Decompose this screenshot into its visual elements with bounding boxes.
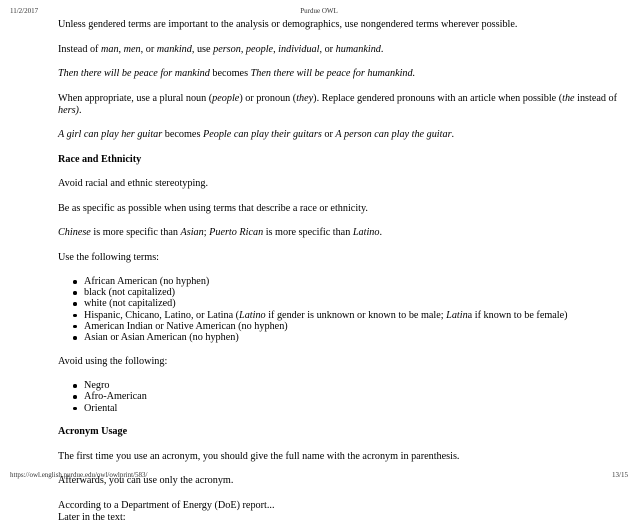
list-item: Negro bbox=[84, 380, 630, 391]
print-footer bbox=[10, 471, 628, 481]
paragraph-use-following: Use the following terms: bbox=[58, 251, 160, 263]
list-item: Hispanic, Chicano, Latino, or Latina (Latino if gender is unknown or known to be male; Latina if known to be female) bbox=[84, 310, 630, 321]
list-preferred-terms bbox=[58, 276, 630, 343]
list-item: Afro-American bbox=[84, 391, 630, 402]
print-page-number: 13/15 bbox=[612, 471, 628, 479]
paragraph-specific-examples: Chinese is more specific than Asian; Puerto Rican is more specific than Latino. bbox=[58, 227, 383, 238]
paragraph-doe-example bbox=[58, 500, 630, 524]
list-item: white (not capitalized) bbox=[84, 298, 630, 309]
paragraph-avoid-stereotyping: Avoid racial and ethnic stereotyping. bbox=[58, 178, 209, 189]
paragraph-acronym-afterwards: Afterwards, you can use only the acronym. bbox=[58, 475, 234, 487]
paragraph-plural-noun: When appropriate, use a plural noun (people) or pronoun (they). Replace gendered pronouns with an article when possible (the instead of hers). bbox=[58, 92, 618, 116]
print-date: 11/2/2017 bbox=[10, 7, 39, 15]
paragraph-be-specific: Be as specific as possible when using terms that describe a race or ethnicity. bbox=[58, 202, 368, 214]
paragraph-example-peace: Then there will be peace for mankind becomes Then there will be peace for humankind. bbox=[58, 68, 416, 79]
list-item: American Indian or Native American (no hyphen) bbox=[84, 321, 630, 332]
doe-example-line: According to a Department of Energy (DoE) report... bbox=[58, 499, 275, 511]
paragraph-acronym-first-time: The first time you use an acronym, you should give the full name with the acronym in parenthesis. bbox=[58, 450, 460, 462]
print-header bbox=[10, 7, 628, 17]
later-in-text-line: Later in the text: bbox=[58, 511, 126, 523]
list-avoid-terms bbox=[58, 380, 630, 414]
print-site-title: Purdue OWL bbox=[300, 7, 338, 15]
print-url: https://owl.english.purdue.edu/owl/owlprint/583/ bbox=[10, 471, 148, 479]
paragraph-avoid-following: Avoid using the following: bbox=[58, 355, 168, 367]
list-item: black (not capitalized) bbox=[84, 287, 630, 298]
paragraph-example-guitar: A girl can play her guitar becomes People can play their guitars or A person can play the guitar. bbox=[58, 129, 455, 140]
list-item: Asian or Asian American (no hyphen) bbox=[84, 332, 630, 343]
paragraph-gendered-terms: Unless gendered terms are important to the analysis or demographics, use nongendered terms wherever possible. bbox=[58, 19, 518, 30]
heading-acronym-usage: Acronym Usage bbox=[58, 426, 128, 438]
list-item: African American (no hyphen) bbox=[84, 276, 630, 287]
list-item: Oriental bbox=[84, 403, 630, 414]
document-body bbox=[58, 19, 630, 524]
paragraph-instead-of: Instead of man, men, or mankind, use person, people, individual, or humankind. bbox=[58, 43, 384, 55]
heading-race-ethnicity: Race and Ethnicity bbox=[58, 153, 142, 165]
